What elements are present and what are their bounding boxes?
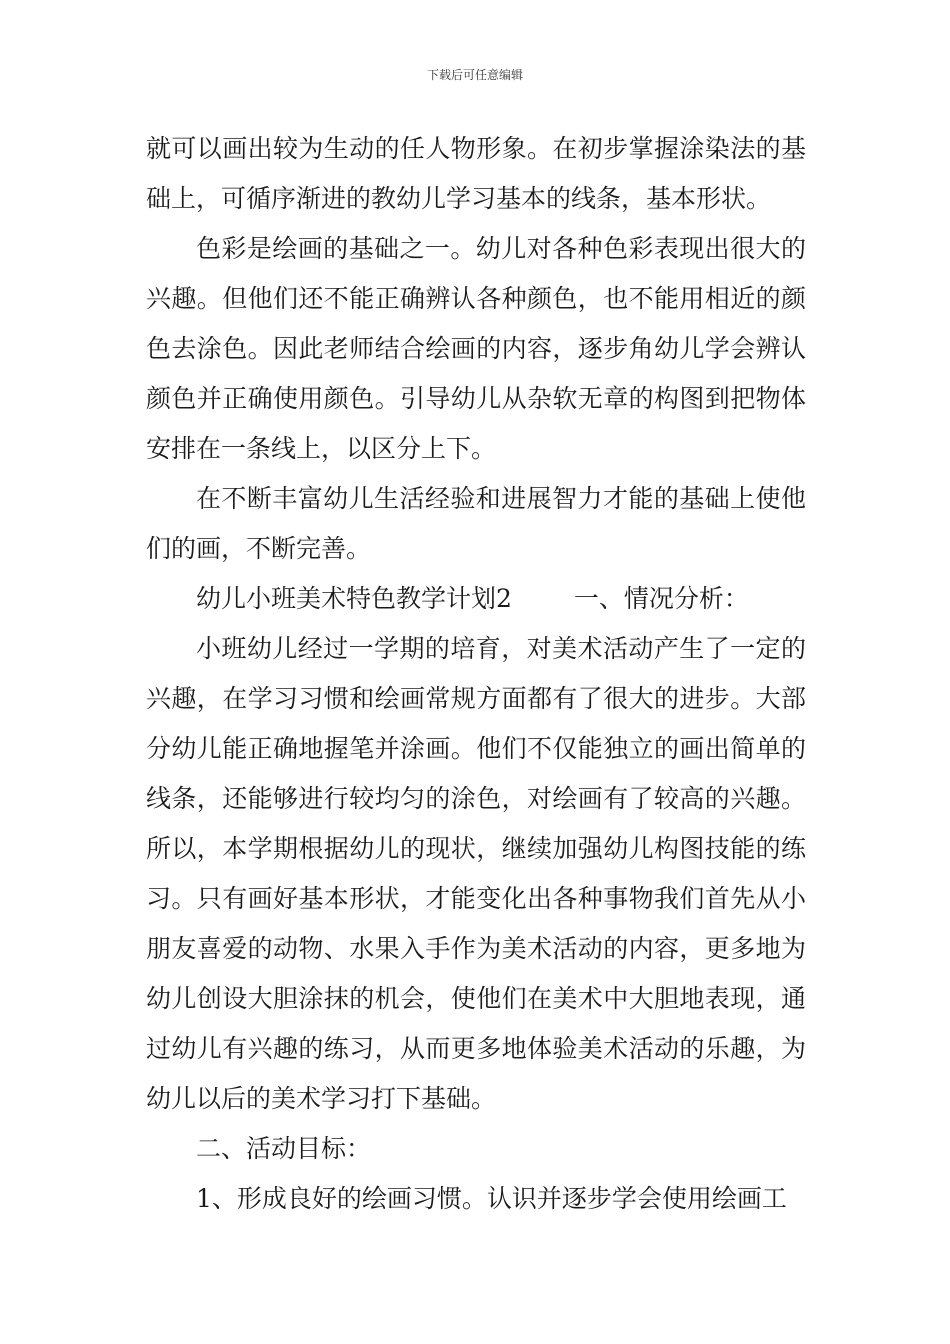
section-heading-situation: 一、情况分析：: [573, 584, 749, 613]
plan-title: 幼儿小班美术特色教学计划2: [196, 584, 512, 613]
paragraph-5: 小班幼儿经过一学期的培育，对美术活动产生了一定的兴趣，在学习习惯和绘画常规方面都有了很大的进步。大部分幼儿能正确地握笔并涂画。他们不仅能独立的画出简单的线条，还能够进行较均匀的涂色，对绘画有了较高的兴趣。所以，本学期根据幼儿的现状，继续加强幼儿构图技能的练习。只有画好基本形状，才能变化出各种事物我们首先从小朋友喜爱的动物、水果入手作为美术活动的内容，更多地为幼儿创设大胆涂抹的机会，使他们在美术中大胆地表现，通过幼儿有兴趣的练习，从而更多地体验美术活动的乐趣，为幼儿以后的美术学习打下基础。: [146, 634, 806, 1113]
goal-item-1: 1、形成良好的绘画习惯。认识并逐步学会使用绘画工: [196, 1184, 787, 1213]
page-header: 下载后可任意编辑: [426, 68, 523, 82]
paragraph-4: [146, 574, 806, 624]
section-heading-goals: 二、活动目标：: [196, 1134, 372, 1163]
paragraph-1: 就可以画出较为生动的任人物形象。在初步掌握涂染法的基础上，可循序渐进的教幼儿学习基本的线条，基本形状。: [146, 134, 806, 213]
document-body: [146, 124, 806, 1224]
paragraph-3: 在不断丰富幼儿生活经验和进展智力才能的基础上使他们的画，不断完善。: [146, 484, 806, 563]
paragraph-2: 色彩是绘画的基础之一。幼儿对各种色彩表现出很大的兴趣。但他们还不能正确辨认各种颜色，也不能用相近的颜色去涂色。因此老师结合绘画的内容，逐步角幼儿学会辨认颜色并正确使用颜色。引导幼儿从杂软无章的构图到把物体安排在一条线上，以区分上下。: [146, 234, 806, 463]
